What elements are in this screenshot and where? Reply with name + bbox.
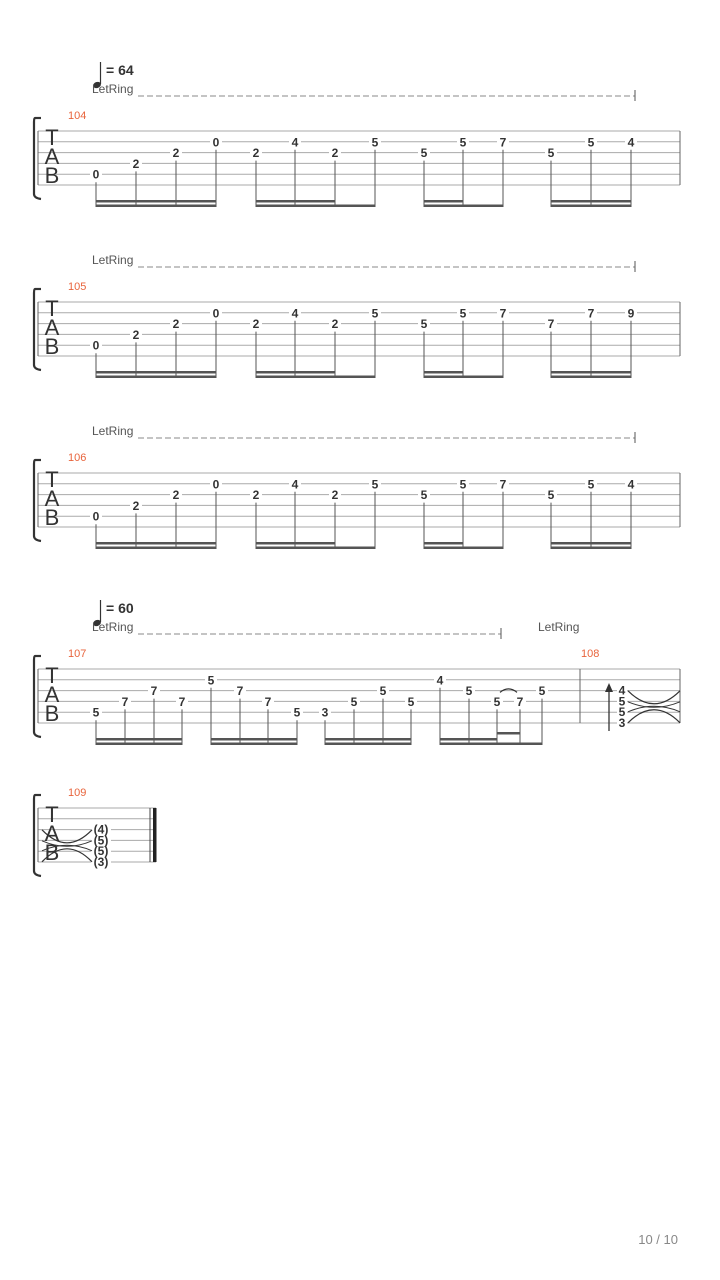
tab-clef-a: A [44, 144, 60, 169]
tab-clef-a: A [44, 682, 60, 707]
fret-number: 4 [291, 306, 299, 321]
fret-number: 5 [371, 477, 379, 492]
tab-clef-a: A [44, 486, 60, 511]
measure-number: 104 [68, 110, 87, 122]
fret-number: 5 [459, 306, 467, 321]
fret-number: 0 [92, 338, 100, 353]
fret-number: 2 [331, 317, 339, 332]
beam-primary [256, 376, 375, 379]
chord-fret-number: 5 [618, 694, 626, 709]
beam-secondary [440, 738, 497, 741]
fret-number: 2 [132, 498, 140, 513]
fret-number: 5 [459, 477, 467, 492]
let-ring-label: LetRing [92, 82, 134, 96]
beam-secondary [551, 200, 631, 203]
tab-clef-a: A [44, 821, 60, 846]
beam-tertiary [497, 732, 520, 735]
fret-number: 2 [172, 317, 180, 332]
fret-number: 5 [465, 684, 473, 699]
tab-system-3 [34, 432, 680, 549]
fret-number: 5 [350, 694, 358, 709]
fret-number: 4 [627, 135, 635, 150]
tab-clef-b: B [44, 334, 60, 359]
fret-number: 2 [132, 156, 140, 171]
let-ring-label: LetRing [92, 424, 134, 438]
fret-number: 4 [291, 477, 299, 492]
beam-primary [551, 205, 631, 208]
fret-number: 7 [121, 694, 129, 709]
let-ring-label: LetRing [538, 620, 580, 634]
tab-clef-b: B [44, 701, 60, 726]
beam-primary [256, 547, 375, 550]
fret-number: 5 [207, 673, 215, 688]
fret-number: 2 [331, 488, 339, 503]
measure-number: 105 [68, 281, 87, 293]
chord-fret-number: (5) [93, 844, 109, 859]
fret-number: 5 [538, 684, 546, 699]
beam-secondary [424, 371, 463, 374]
tab-clef-b: B [44, 505, 60, 530]
fret-number: 7 [547, 317, 555, 332]
beam-primary [256, 205, 375, 208]
chord-fret-number: 5 [618, 705, 626, 720]
let-ring-label: LetRing [92, 253, 134, 267]
fret-number: 5 [420, 488, 428, 503]
tab-clef-a: A [44, 315, 60, 340]
measure-number: 106 [68, 452, 87, 464]
tab-clef-t: T [45, 802, 59, 827]
beam-secondary [325, 738, 411, 741]
beam-secondary [256, 371, 335, 374]
beam-secondary [551, 371, 631, 374]
beam-secondary [96, 542, 216, 545]
beam-secondary [211, 738, 297, 741]
let-ring-label: LetRing [92, 620, 134, 634]
fret-number: 7 [150, 684, 158, 699]
fret-number: 5 [293, 705, 301, 720]
beam-secondary [424, 542, 463, 545]
fret-number: 5 [547, 488, 555, 503]
chord-fret-number: (4) [93, 822, 109, 837]
chord-fret-number: 3 [618, 716, 626, 730]
measure-number: 108 [581, 648, 600, 660]
fret-number: 5 [587, 135, 595, 150]
fret-number: 0 [92, 509, 100, 524]
tab-clef-t: T [45, 467, 59, 492]
chord-fret-number: (3) [93, 855, 109, 869]
fret-number: 9 [627, 306, 635, 321]
fret-number: 7 [516, 694, 524, 709]
beam-primary [325, 743, 411, 746]
fret-number: 7 [264, 694, 272, 709]
beam-secondary [96, 200, 216, 203]
fret-number: 7 [236, 684, 244, 699]
fret-number: 4 [627, 477, 635, 492]
final-barline-thick [153, 808, 157, 862]
fret-number: 5 [493, 694, 501, 709]
fret-number: 2 [172, 146, 180, 161]
tab-clef-b: B [44, 840, 60, 865]
fret-number: 2 [172, 488, 180, 503]
beam-primary [424, 376, 503, 379]
fret-number: 0 [212, 477, 220, 492]
beam-secondary [256, 542, 335, 545]
beam-primary [96, 743, 182, 746]
fret-number: 5 [371, 306, 379, 321]
fret-number: 2 [252, 488, 260, 503]
beam-primary [551, 376, 631, 379]
fret-number: 2 [252, 317, 260, 332]
beam-secondary [424, 200, 463, 203]
page-number: 10 / 10 [638, 1232, 678, 1247]
fret-number: 7 [587, 306, 595, 321]
fret-number: 5 [420, 317, 428, 332]
strum-arrow-icon [605, 683, 613, 692]
fret-number: 5 [547, 146, 555, 161]
beam-primary [96, 205, 216, 208]
beam-primary [424, 205, 503, 208]
fret-number: 7 [499, 306, 507, 321]
fret-number: 5 [371, 135, 379, 150]
beam-primary [551, 547, 631, 550]
fret-number: 5 [459, 135, 467, 150]
beam-primary [96, 547, 216, 550]
measure-number: 107 [68, 648, 87, 660]
tab-system-2 [34, 261, 680, 378]
fret-number: 5 [420, 146, 428, 161]
fret-number: 0 [212, 135, 220, 150]
beam-secondary [551, 542, 631, 545]
chord-fret-number: (5) [93, 833, 109, 848]
fret-number: 0 [92, 167, 100, 182]
fret-number: 2 [132, 327, 140, 342]
fret-number: 3 [321, 705, 329, 720]
fret-number: 7 [499, 477, 507, 492]
beam-primary [96, 376, 216, 379]
fret-number: 5 [587, 477, 595, 492]
fret-number: 7 [499, 135, 507, 150]
beam-primary [440, 743, 542, 746]
fret-number: 2 [252, 146, 260, 161]
beam-primary [211, 743, 297, 746]
fret-number: 5 [407, 694, 415, 709]
fret-number: 0 [212, 306, 220, 321]
fret-number: 5 [379, 684, 387, 699]
tab-clef-b: B [44, 163, 60, 188]
tab-clef-t: T [45, 125, 59, 150]
tempo-marking: = 64 [106, 62, 134, 78]
chord-fret-number: 4 [618, 683, 626, 698]
tempo-marking: = 60 [106, 600, 134, 616]
measure-number: 109 [68, 787, 87, 799]
beam-secondary [96, 738, 182, 741]
beam-secondary [96, 371, 216, 374]
beam-primary [424, 547, 503, 550]
fret-number: 7 [178, 694, 186, 709]
fret-number: 2 [331, 146, 339, 161]
fret-number: 5 [92, 705, 100, 720]
beam-secondary [256, 200, 335, 203]
tab-clef-t: T [45, 296, 59, 321]
fret-number: 4 [436, 673, 444, 688]
tab-clef-t: T [45, 663, 59, 688]
fret-number: 4 [291, 135, 299, 150]
